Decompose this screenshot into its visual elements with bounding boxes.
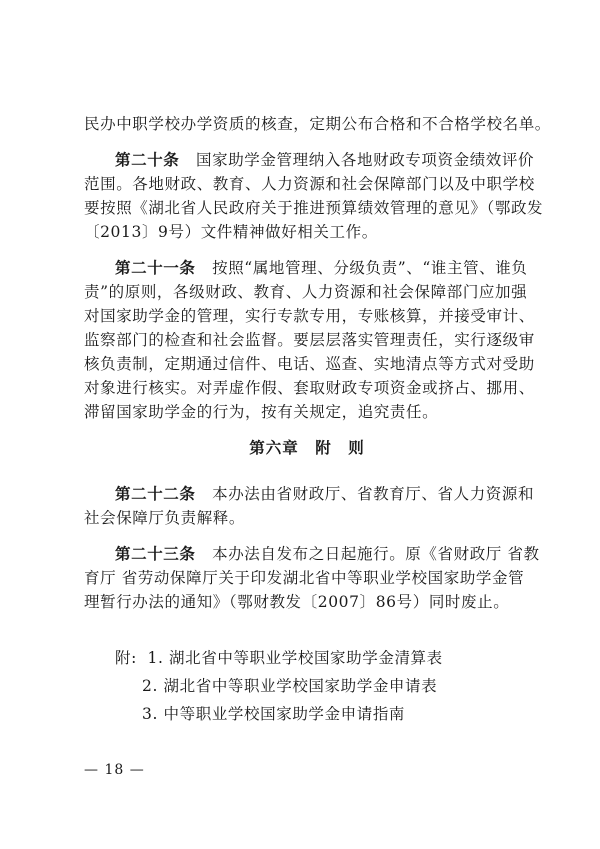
document-body <box>84 112 551 728</box>
text-line: 核负责制，定期通过信件、电话、巡查、实地清点等方式对受助 <box>84 355 535 373</box>
text-line: 本办法自发布之日起施行。原《省财政厅 省教 <box>212 545 540 563</box>
article-23 <box>84 542 540 614</box>
text-line: 理暂行办法的通知》（鄂财教发〔2007〕86号）同时废止。 <box>84 593 510 611</box>
article-20-title: 第二十条 <box>115 150 180 169</box>
text-line: 范围。各地财政、教育、人力资源和社会保障部门以及中职学校 <box>84 175 535 193</box>
text-line: 对国家助学金的管理，实行专款专用，专账核算，并接受审计、 <box>84 307 535 325</box>
attachments-list <box>84 644 530 728</box>
text-line: 责”的原则，各级财政、教育、人力资源和社会保障部门应加强 <box>84 283 528 301</box>
article-22-title: 第二十二条 <box>115 484 196 503</box>
chapter-heading: 第六章 附 则 <box>249 438 365 457</box>
text-line: 国家助学金管理纳入各地财政专项资金绩效评价 <box>196 151 535 169</box>
text-line: 按照“属地管理、分级负责”、“谁主管、谁负 <box>212 259 528 277</box>
article-23-title: 第二十三条 <box>115 544 196 563</box>
article-20 <box>84 148 544 244</box>
attachment-item: 3. 中等职业学校国家助学金申请指南 <box>142 705 406 723</box>
text-line: 监察部门的检查和社会监督。要层层落实管理责任，实行逐级审 <box>84 331 535 349</box>
text-line: 本办法由省财政厅、省教育厅、省人力资源和 <box>212 485 535 503</box>
page-number: — 18 — <box>84 762 145 778</box>
text-line: 社会保障厅负责解释。 <box>84 509 246 527</box>
text-line: 育厅 省劳动保障厅关于印发湖北省中等职业学校国家助学金管 <box>84 569 525 587</box>
attachments-label: 附: <box>115 649 137 667</box>
text-line: 滞留国家助学金的行为，按有关规定，追究责任。 <box>84 403 439 421</box>
attachment-item: 1. 湖北省中等职业学校国家助学金清算表 <box>147 649 443 667</box>
article-21 <box>84 256 535 424</box>
article-21-title: 第二十一条 <box>115 258 196 277</box>
text-line: 民办中职学校办学资质的核查，定期公布合格和不合格学校名单。 <box>84 115 551 133</box>
paragraph-continuation <box>84 112 551 136</box>
article-22 <box>84 482 535 530</box>
text-line: 对象进行核实。对弄虚作假、套取财政专项资金或挤占、挪用、 <box>84 379 535 397</box>
attachment-item: 2. 湖北省中等职业学校国家助学金申请表 <box>142 677 438 695</box>
text-line: 〔2013〕9号）文件精神做好相关工作。 <box>84 223 378 241</box>
text-line: 要按照《湖北省人民政府关于推进预算绩效管理的意见》（鄂政发 <box>84 199 544 217</box>
